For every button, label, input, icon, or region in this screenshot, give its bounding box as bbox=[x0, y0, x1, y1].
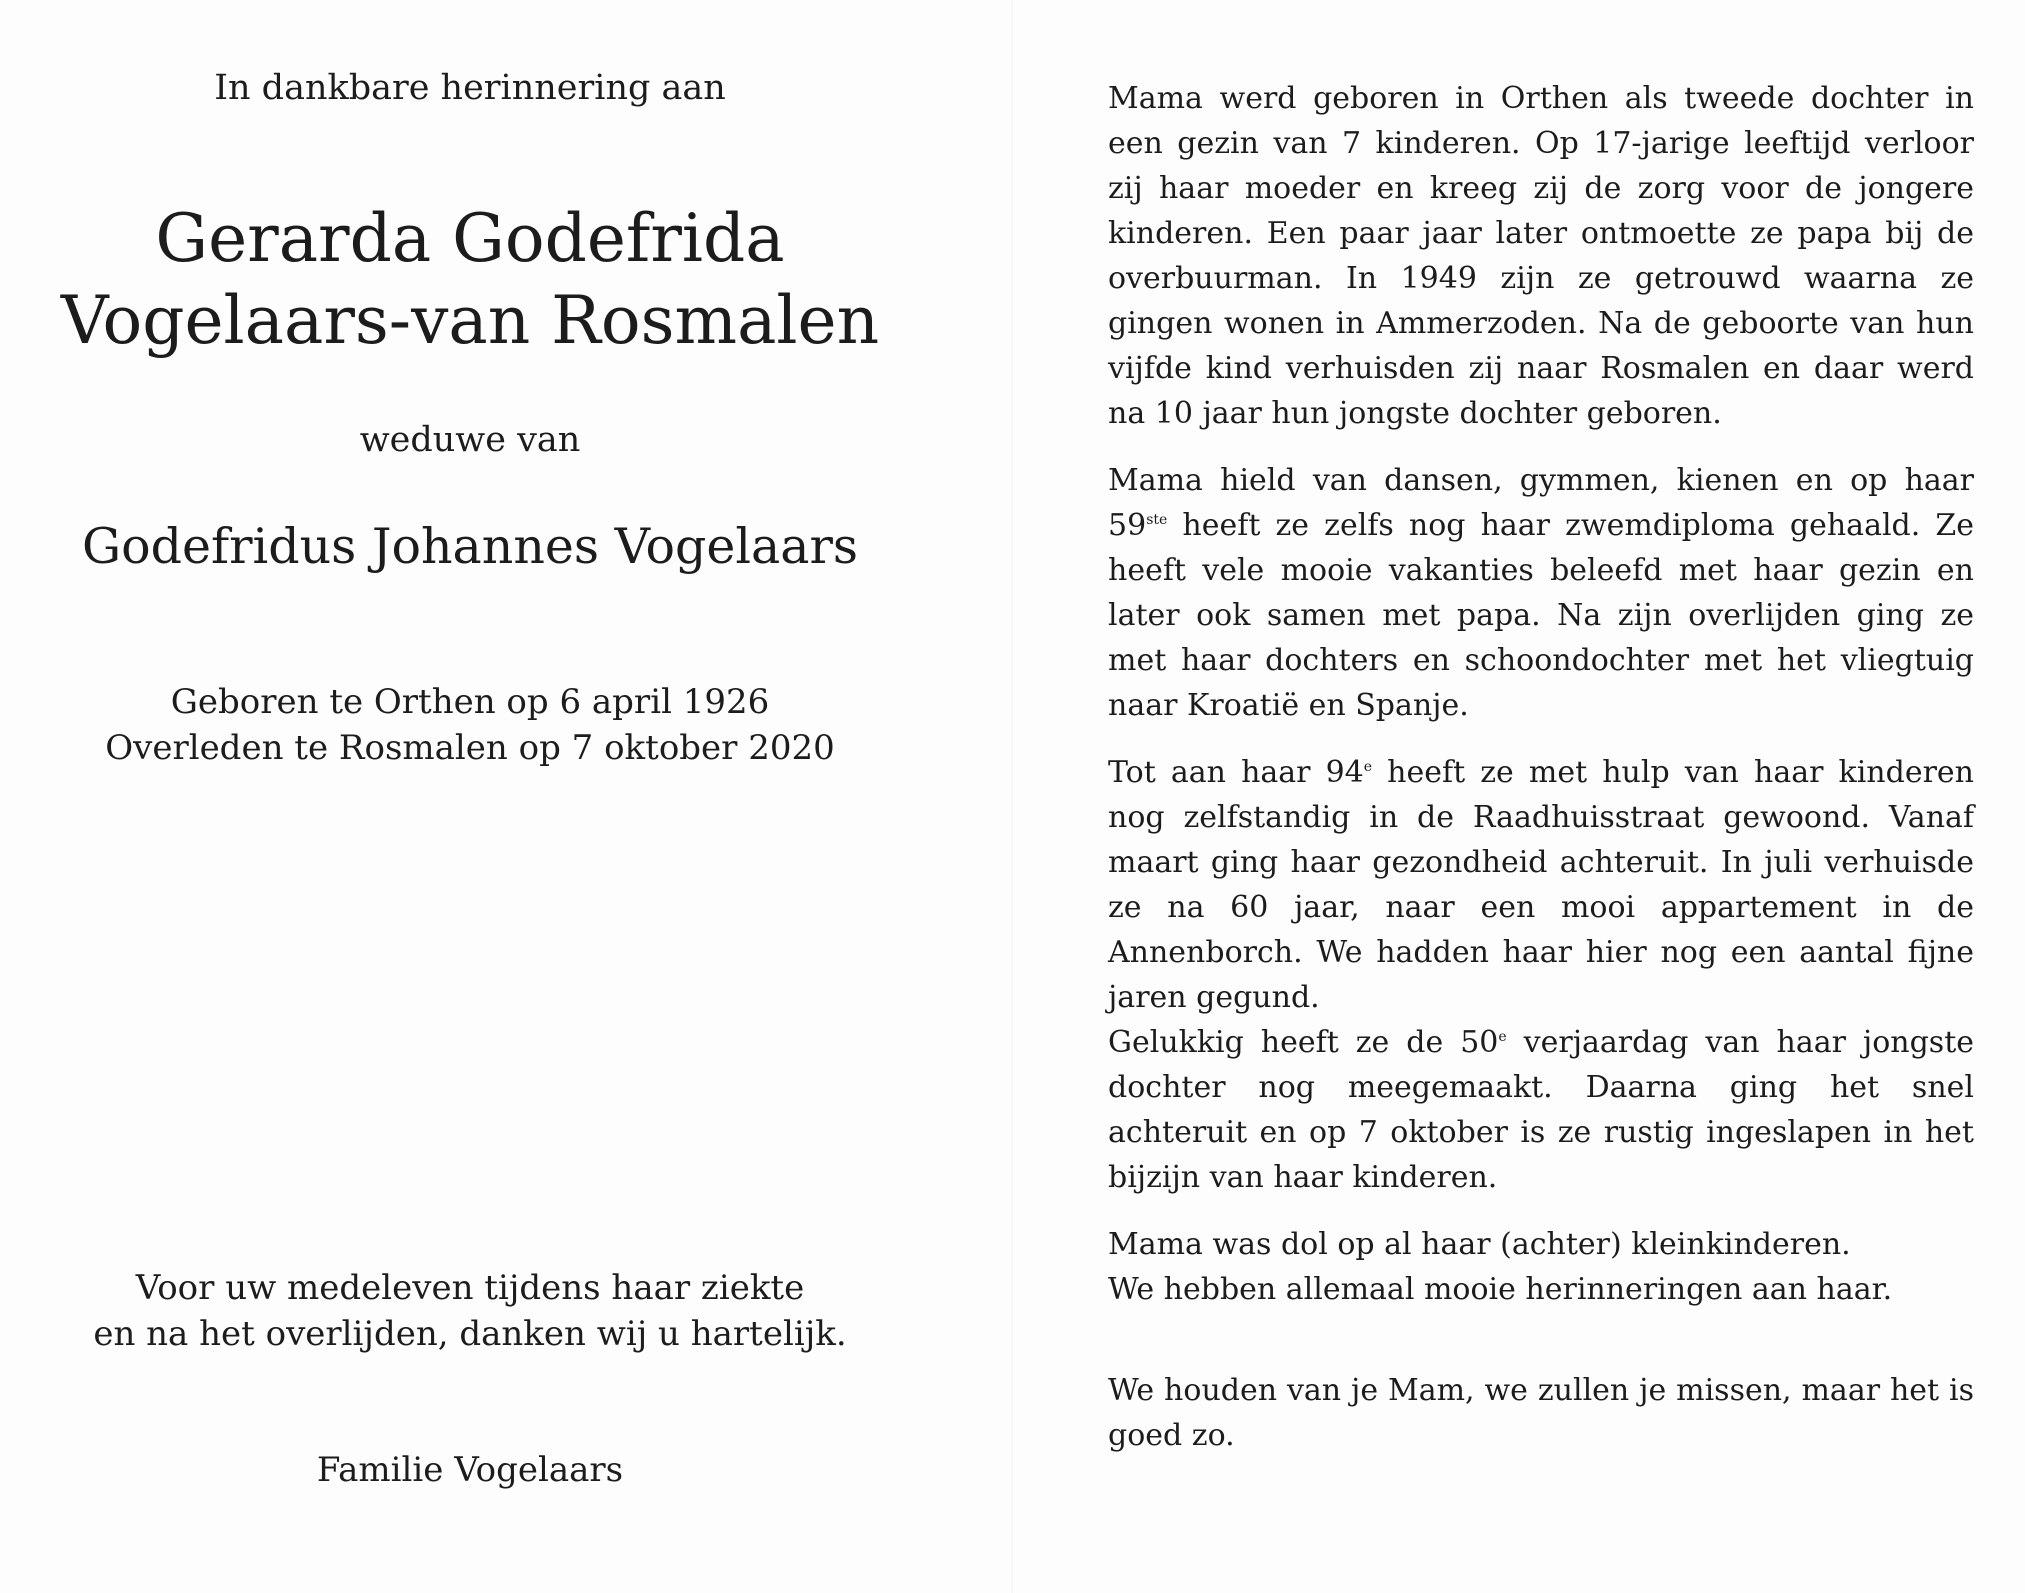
biography-paragraph-4 bbox=[1108, 1020, 1974, 1200]
family-signature: Familie Vogelaars bbox=[316, 1450, 624, 1490]
ordinal-suffix: e bbox=[1498, 1029, 1507, 1045]
thanks-line2: en na het overlijden, danken wij u hartelijk. bbox=[93, 1314, 847, 1354]
husband-name: Godefridus Johannes Vogelaars bbox=[81, 518, 859, 575]
paragraph-3-text-a: Tot aan haar 94 bbox=[1108, 755, 1364, 790]
biography-paragraph-5 bbox=[1108, 1222, 1974, 1312]
deceased-name-line1: Gerarda Godefrida bbox=[155, 200, 785, 277]
paragraph-2-text-b: heeft ze zelfs nog haar zwemdiploma gehaald. Ze heeft vele mooie vakanties beleefd met haar gezin en later ook samen met papa. Na zijn overlijden ging ze met haar dochters en schoondochter met het vliegtuig naar Kroatië en Spanje. bbox=[1108, 508, 1974, 723]
biography-paragraph-2 bbox=[1108, 458, 1974, 728]
paragraph-4-text-a: Gelukkig heeft ze de 50 bbox=[1108, 1025, 1499, 1060]
widow-label: weduwe van bbox=[359, 420, 581, 460]
spacer bbox=[1108, 1334, 1974, 1368]
birth-line: Geboren te Orthen op 6 april 1926 bbox=[170, 682, 770, 722]
ordinal-suffix: e bbox=[1363, 759, 1373, 775]
paragraph-2-text-a: Mama hield van dansen, gymmen, kienen en op haar 59 bbox=[1108, 463, 1974, 543]
paragraph-3-text-b: heeft ze met hulp van haar kinderen nog zelfstandig in de Raadhuisstraat gewoond. Vanaf maart ging haar gezondheid achteruit. In juli verhuisde ze na 60 jaar, naar een mooi appartement in de Annenborch. We hadden haar hier nog een aantal fijne jaren gegund. bbox=[1108, 755, 1975, 1015]
card-fold bbox=[1012, 0, 1013, 1593]
right-panel bbox=[1108, 76, 1974, 1480]
death-line: Overleden te Rosmalen op 7 oktober 2020 bbox=[105, 728, 835, 768]
left-panel bbox=[50, 0, 890, 1593]
deceased-name-line2: Vogelaars-van Rosmalen bbox=[60, 282, 880, 359]
biography-paragraph-3 bbox=[1108, 750, 1974, 1020]
intro-text: In dankbare herinnering aan bbox=[214, 68, 726, 108]
paragraph-5-line1: Mama was dol op al haar (achter) kleinkinderen. bbox=[1108, 1227, 1851, 1262]
paragraph-4-text-b: verjaardag van haar jongste dochter nog meegemaakt. Daarna ging het snel achteruit en op 7 oktober is ze rustig ingeslapen in het bijzijn van haar kinderen. bbox=[1108, 1025, 1974, 1195]
ordinal-suffix: ste bbox=[1146, 512, 1168, 528]
closing-paragraph: We houden van je Mam, we zullen je missen, maar het is goed zo. bbox=[1108, 1373, 1974, 1453]
paragraph-5-line2: We hebben allemaal mooie herinneringen aan haar. bbox=[1108, 1272, 1893, 1307]
thanks-line1: Voor uw medeleven tijdens haar ziekte bbox=[135, 1268, 805, 1308]
biography-paragraph-1: Mama werd geboren in Orthen als tweede dochter in een gezin van 7 kinderen. Op 17-jarige leeftijd verloor zij haar moeder en kreeg zij de zorg voor de jongere kinderen. Een paar jaar later ontmoette ze papa bij de overbuurman. In 1949 zijn ze getrouwd waarna ze gingen wonen in Ammerzoden. Na de geboorte van hun vijfde kind verhuisden zij naar Rosmalen en daar werd na 10 jaar hun jongste dochter geboren. bbox=[1108, 81, 1974, 431]
